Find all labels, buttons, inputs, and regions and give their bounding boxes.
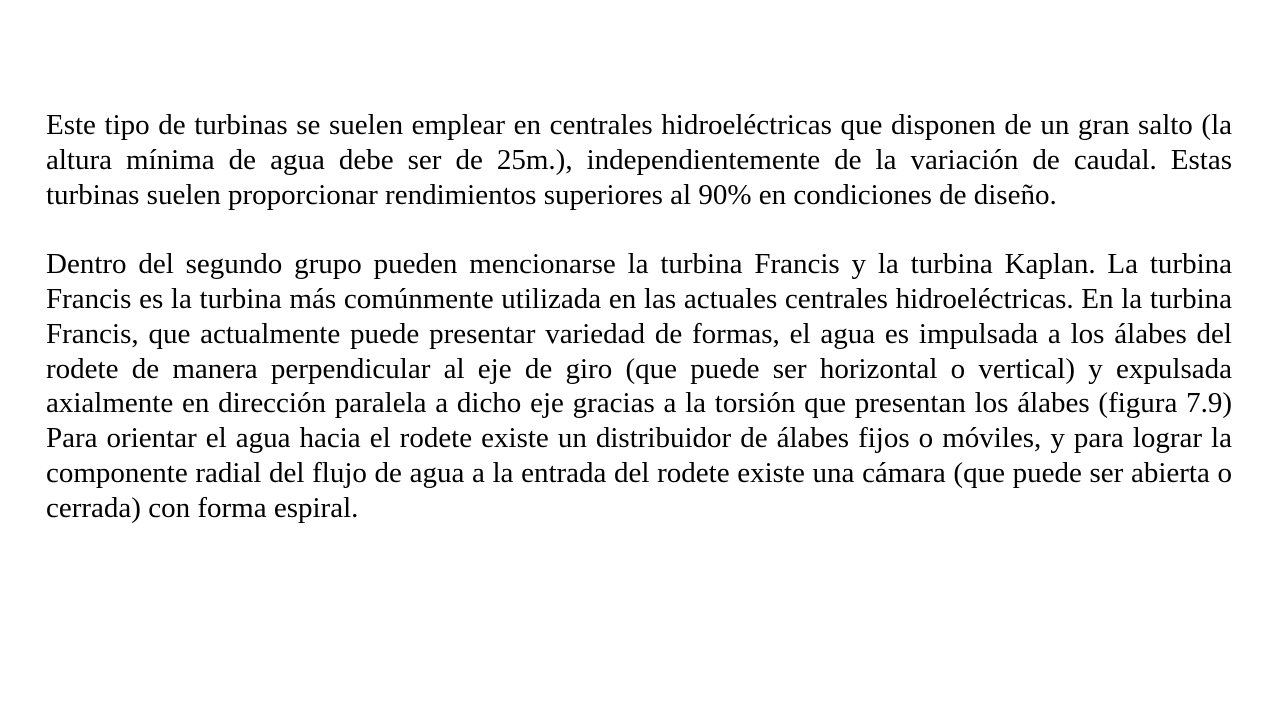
paragraph-pelton-turbines: Este tipo de turbinas se suelen emplear en centrales hidroeléctricas que disponen de un gran salto (la altura mínima de agua debe ser de 25m.), independientemente de la variación de caudal. Estas turbinas suelen proporcionar rendimientos superiores al 90% en condiciones de diseño. <box>46 109 1232 211</box>
paragraph-francis-turbine: Dentro del segundo grupo pueden mencionarse la turbina Francis y la turbina Kaplan. La turbina Francis es la turbina más comúnmente utilizada en las actuales centrales hidroeléctricas. En la turbina Francis, que actualmente puede presentar variedad de formas, el agua es impulsada a los álabes del rodete de manera perpendicular al eje de giro (que puede ser horizontal o vertical) y expulsada axialmente en dirección paralela a dicho eje gracias a la torsión que presentan los álabes (figura 7.9) Para orientar el agua hacia el rodete existe un distribuidor de álabes fijos o móviles, y para lograr la componente radial del flujo de agua a la entrada del rodete existe una cámara (que puede ser abierta o cerrada) con forma espiral. <box>46 248 1232 524</box>
document-body <box>46 108 1232 526</box>
